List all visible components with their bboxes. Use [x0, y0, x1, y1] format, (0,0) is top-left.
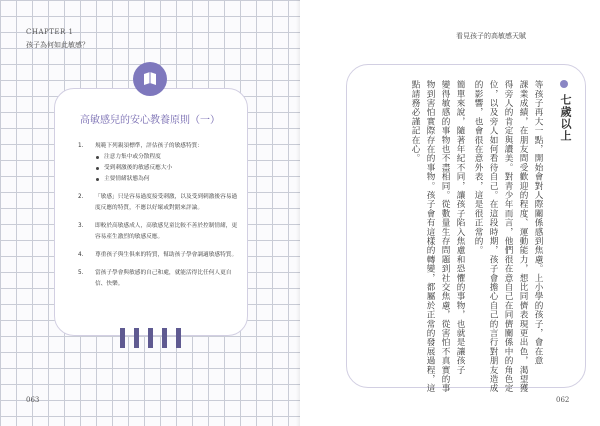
list-item: [78, 141, 238, 185]
sub-bullet: 受到刺激後的敏感反應大小: [95, 163, 238, 174]
body-text-column: 簡單來說，隨著年紀不同，讓孩子陷入焦慮和恐懼的事物，也就是讓孩子: [455, 80, 465, 375]
list-item: [78, 250, 238, 261]
body-text-column: 位，以及旁人如何看待自己。在這段時期，孩子會擔心自己的言行對朋友造成: [488, 80, 498, 393]
chapter-label: CHAPTER 1: [26, 28, 74, 36]
running-header: 看見孩子的高敏感天賦: [456, 32, 526, 40]
page-number: 063: [26, 396, 40, 404]
list-item: [78, 268, 238, 290]
item-number: 1.: [78, 143, 84, 149]
chapter-title: 孩子為何如此敏感？: [26, 41, 89, 49]
item-number: 4.: [78, 252, 84, 258]
body-text-column: 課業成績，在朋友間受歡迎的程度、運動能力，想比同儕表現更出色，渴望獲: [518, 80, 528, 393]
list-item: [78, 221, 238, 243]
binding-bar: [176, 328, 181, 348]
body-text-column: 得旁人的肯定與讚美。對青少年而言，他們很在意自己在同儕關係中的角色定: [503, 80, 513, 393]
item-text: 規範下列親須標準，評估孩子的敏感特質：: [95, 143, 204, 149]
body-text-column: 變得敏感的事物也不盡相同。從數量生存問題到社交焦慮，從害怕不真實的事: [440, 80, 450, 393]
sub-bullet: 主要情緒狀態為何: [95, 174, 238, 185]
item-number: 2.: [78, 194, 84, 200]
item-number: 5.: [78, 270, 84, 276]
card-title: 高敏感兒的安心教養原則（一）: [80, 115, 220, 126]
list-item: [78, 192, 238, 214]
item-text: 即較於高敏感成人，高敏感兒童比較不善於控制情緒，更容易產生激烈的敏感反應。: [95, 223, 238, 240]
binding-bar: [162, 328, 167, 348]
book-icon: [133, 62, 167, 96]
heading-dot-icon: [560, 80, 568, 88]
body-text-column: 等孩子再大一點，開始會對人際關係感到焦慮。上小學的孩子，會在意: [533, 80, 543, 366]
binding-bar: [148, 328, 153, 348]
binding-bar: [134, 328, 139, 348]
body-text-column: 物到害怕實際存在的事物。孩子會有這樣的轉變，都屬於正常的發展過程，這: [425, 80, 435, 393]
item-number: 3.: [78, 223, 84, 229]
body-text-column: 點請務必謹記在心。: [410, 80, 420, 163]
principles-list: [78, 141, 238, 297]
item-text: 當孩子學會與敏感的自己和處，就能活得比任何人更自信、快樂。: [95, 270, 232, 287]
item-text: 「敏感」只是容易過度接受刺激，以及受到刺激後容易過度反應的特質，不應以好壞或對錯來評論。: [95, 194, 238, 211]
sub-bullet: 注意力集中或分散程度: [95, 152, 238, 163]
section-heading: 七歲以上: [559, 94, 572, 142]
body-text-column: 的影響，也會很在意外表，這是很正常的。: [473, 80, 483, 255]
item-text: 尊重孩子與生俱來的特質，幫助孩子學會調適敏感特質。: [95, 252, 238, 258]
page-number: 062: [556, 396, 570, 404]
binding-bar: [120, 328, 125, 348]
